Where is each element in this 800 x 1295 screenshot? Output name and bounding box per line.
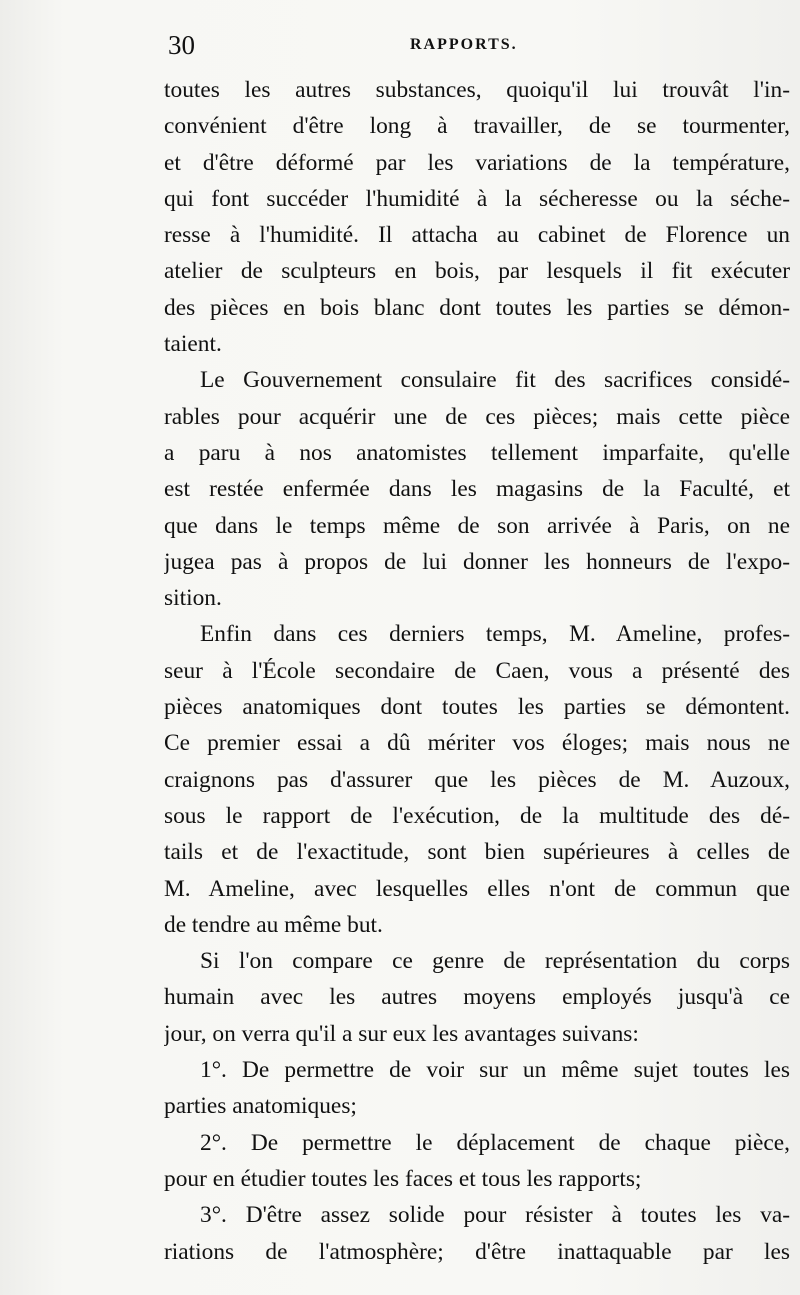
text-line: est restée enfermée dans les magasins de la Faculté, et <box>164 476 790 503</box>
text-line: Le Gouvernement consulaire fit des sacrifices considé- <box>200 367 790 394</box>
text-line: jour, on verra qu'il a sur eux les avantages suivans: <box>164 1020 639 1047</box>
text-line: a paru à nos anatomistes tellement imparfaite, qu'elle <box>164 439 790 466</box>
page-number: 30 <box>168 30 195 60</box>
advantage-item-1 <box>164 1052 790 1125</box>
text-line: Si l'on compare ce genre de représentation du corps <box>200 948 790 975</box>
paragraph-1 <box>164 72 790 362</box>
advantage-item-3 <box>164 1197 790 1270</box>
text-line: sition. <box>164 585 222 612</box>
text-line: 3°. D'être assez solide pour résister à toutes les va- <box>200 1202 790 1229</box>
paragraph-4 <box>164 943 790 1052</box>
text-line: toutes les autres substances, quoiqu'il lui trouvât l'in- <box>164 77 790 103</box>
text-line: convénient d'être long à travailler, de se tourmenter, <box>164 113 790 140</box>
text-line: de tendre au même but. <box>164 911 383 938</box>
text-line: taient. <box>164 331 222 358</box>
text-line: des pièces en bois blanc dont toutes les parties se démon- <box>164 294 790 321</box>
paragraph-3 <box>164 616 790 943</box>
text-line: humain avec les autres moyens employés jusqu'à ce <box>164 984 790 1011</box>
text-line: Ce premier essai a dû mériter vos éloges; mais nous ne <box>164 730 790 757</box>
text-line: que dans le temps même de son arrivée à Paris, on ne <box>164 512 790 539</box>
text-line: Enfin dans ces derniers temps, M. Ameline, profes- <box>200 621 790 648</box>
running-head: RAPPORTS. <box>410 36 518 53</box>
page-header <box>168 28 768 62</box>
text-line: qui font succéder l'humidité à la sécheresse ou la séche- <box>164 185 790 212</box>
text-line: atelier de sculpteurs en bois, par lesquels il fit exécuter <box>164 258 790 285</box>
text-line: sous le rapport de l'exécution, de la multitude des dé- <box>164 802 790 829</box>
body-text <box>164 72 790 1270</box>
text-line: M. Ameline, avec lesquelles elles n'ont de commun que <box>164 875 790 902</box>
text-line: 1°. De permettre de voir sur un même sujet toutes les <box>200 1057 790 1084</box>
text-line: riations de l'atmosphère; d'être inattaquable par les <box>164 1238 790 1265</box>
advantage-item-2 <box>164 1125 790 1198</box>
text-line: parties anatomiques; <box>164 1093 357 1120</box>
text-line: pour en étudier toutes les faces et tous les rapports; <box>164 1165 642 1192</box>
text-line: rables pour acquérir une de ces pièces; mais cette pièce <box>164 403 790 430</box>
text-line: 2°. De permettre le déplacement de chaque pièce, <box>200 1129 790 1156</box>
text-line: pièces anatomiques dont toutes les parties se démontent. <box>164 694 790 721</box>
text-line: jugea pas à propos de lui donner les honneurs de l'expo- <box>164 548 790 575</box>
text-line: seur à l'École secondaire de Caen, vous a présenté des <box>164 657 790 684</box>
text-line: tails et de l'exactitude, sont bien supérieures à celles de <box>164 839 790 866</box>
text-line: resse à l'humidité. Il attacha au cabinet de Florence un <box>164 222 790 249</box>
text-line: et d'être déformé par les variations de la température, <box>164 149 790 176</box>
paragraph-2 <box>164 362 790 616</box>
text-line: craignons pas d'assurer que les pièces de M. Auzoux, <box>164 766 790 793</box>
